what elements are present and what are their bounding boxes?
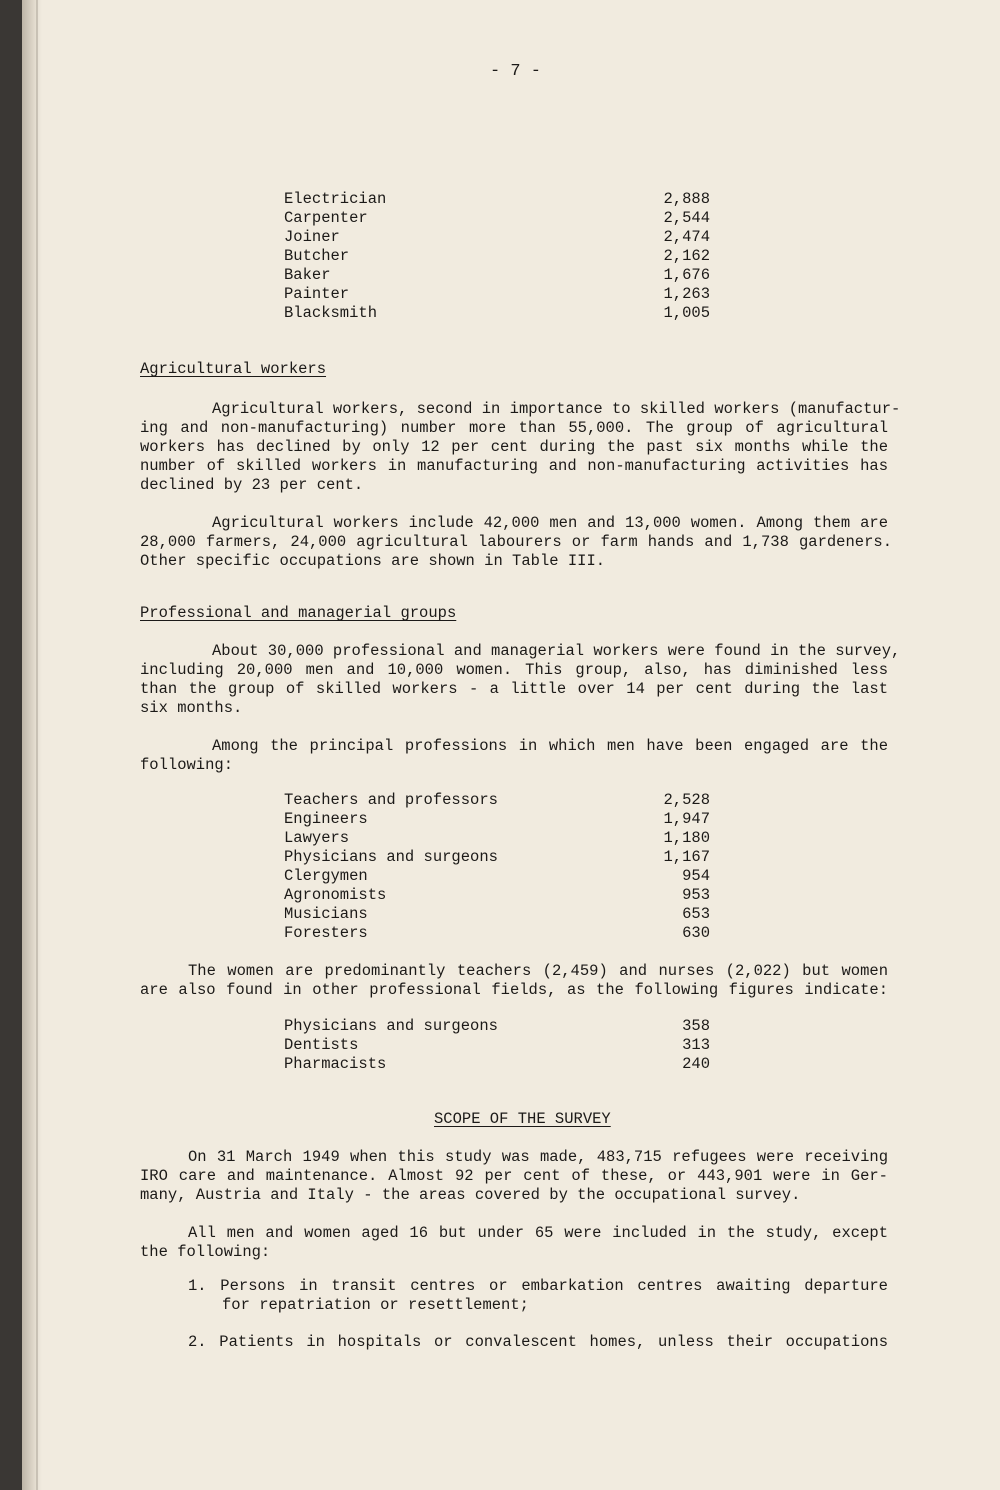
trade-count: 1,263 [663, 285, 710, 303]
profession-count: 313 [682, 1036, 710, 1054]
profession-count: 1,947 [663, 810, 710, 828]
profession-name: Teachers and professors [284, 791, 498, 809]
trade-count: 2,474 [663, 228, 710, 246]
profession-name: Dentists [284, 1036, 359, 1054]
profession-name: Physicians and surgeons [284, 848, 498, 866]
profession-name: Clergymen [284, 867, 368, 885]
document-page [22, 0, 1000, 1490]
paragraph-line: All men and women aged 16 but under 65 were included in the study, except [188, 1224, 888, 1242]
paragraph-line: number of skilled workers in manufacturing and non-manufacturing activities has [140, 457, 888, 475]
paragraph-line: The women are predominantly teachers (2,459) and nurses (2,022) but women [188, 962, 888, 980]
trade-count: 2,544 [663, 209, 710, 227]
paragraph-line: 28,000 farmers, 24,000 agricultural labourers or farm hands and 1,738 gardeners. [140, 533, 892, 551]
paragraph-line: workers has declined by only 12 per cent during the past six months while the [140, 438, 888, 456]
trade-name: Blacksmith [284, 304, 378, 322]
profession-count: 1,167 [663, 848, 710, 866]
page-number: - 7 - [490, 62, 542, 81]
binding-edge [36, 0, 38, 1490]
trade-count: 2,888 [663, 190, 710, 208]
paragraph-line: Among the principal professions in which men have been engaged are the [212, 737, 888, 755]
trade-count: 2,162 [663, 247, 710, 265]
paragraph-line: are also found in other professional fields, as the following figures indicate: [140, 981, 888, 999]
profession-name: Engineers [284, 810, 368, 828]
section-heading-professional: Professional and managerial groups [140, 604, 457, 622]
profession-count: 954 [682, 867, 710, 885]
trade-name: Electrician [284, 190, 387, 208]
paragraph-line: following: [140, 756, 234, 774]
profession-count: 953 [682, 886, 710, 904]
paragraph-line: than the group of skilled workers - a little over 14 per cent during the last [140, 680, 888, 698]
paragraph-line: the following: [140, 1243, 271, 1261]
paragraph-line: About 30,000 professional and managerial workers were found in the survey, [212, 642, 901, 660]
paragraph-line: Agricultural workers, second in importance to skilled workers (manufactur- [212, 400, 901, 418]
list-item-line: 1. Persons in transit centres or embarkation centres awaiting departure [188, 1277, 888, 1295]
list-item-line: 2. Patients in hospitals or convalescent homes, unless their occupations [188, 1333, 888, 1351]
trade-count: 1,005 [663, 304, 710, 322]
profession-name: Musicians [284, 905, 368, 923]
section-heading-agricultural: Agricultural workers [140, 360, 327, 378]
profession-count: 2,528 [663, 791, 710, 809]
paragraph-line: Agricultural workers include 42,000 men and 13,000 women. Among them are [212, 514, 888, 532]
paragraph-line: IRO care and maintenance. Almost 92 per cent of these, or 443,901 were in Ger- [140, 1167, 888, 1185]
paragraph-line: On 31 March 1949 when this study was made, 483,715 refugees were receiving [188, 1148, 888, 1166]
paragraph-line: declined by 23 per cent. [140, 476, 364, 494]
paragraph-line: including 20,000 men and 10,000 women. This group, also, has diminished less [140, 661, 888, 679]
trade-name: Carpenter [284, 209, 368, 227]
section-heading-scope: SCOPE OF THE SURVEY [434, 1110, 611, 1128]
profession-count: 630 [682, 924, 710, 942]
paragraph-line: many, Austria and Italy - the areas covered by the occupational survey. [140, 1186, 801, 1204]
profession-count: 1,180 [663, 829, 710, 847]
trade-count: 1,676 [663, 266, 710, 284]
trade-name: Joiner [284, 228, 340, 246]
profession-count: 240 [682, 1055, 710, 1073]
paragraph-line: ing and non-manufacturing) number more than 55,000. The group of agricultural [140, 419, 888, 437]
trade-name: Baker [284, 266, 331, 284]
list-item-line: for repatriation or resettlement; [222, 1296, 529, 1314]
profession-count: 358 [682, 1017, 710, 1035]
profession-name: Physicians and surgeons [284, 1017, 498, 1035]
paragraph-line: six months. [140, 699, 243, 717]
trade-name: Butcher [284, 247, 350, 265]
profession-name: Agronomists [284, 886, 387, 904]
profession-name: Pharmacists [284, 1055, 387, 1073]
binding-shadow [22, 0, 42, 1490]
profession-count: 653 [682, 905, 710, 923]
profession-name: Foresters [284, 924, 368, 942]
paragraph-line: Other specific occupations are shown in Table III. [140, 552, 606, 570]
profession-name: Lawyers [284, 829, 350, 847]
trade-name: Painter [284, 285, 350, 303]
